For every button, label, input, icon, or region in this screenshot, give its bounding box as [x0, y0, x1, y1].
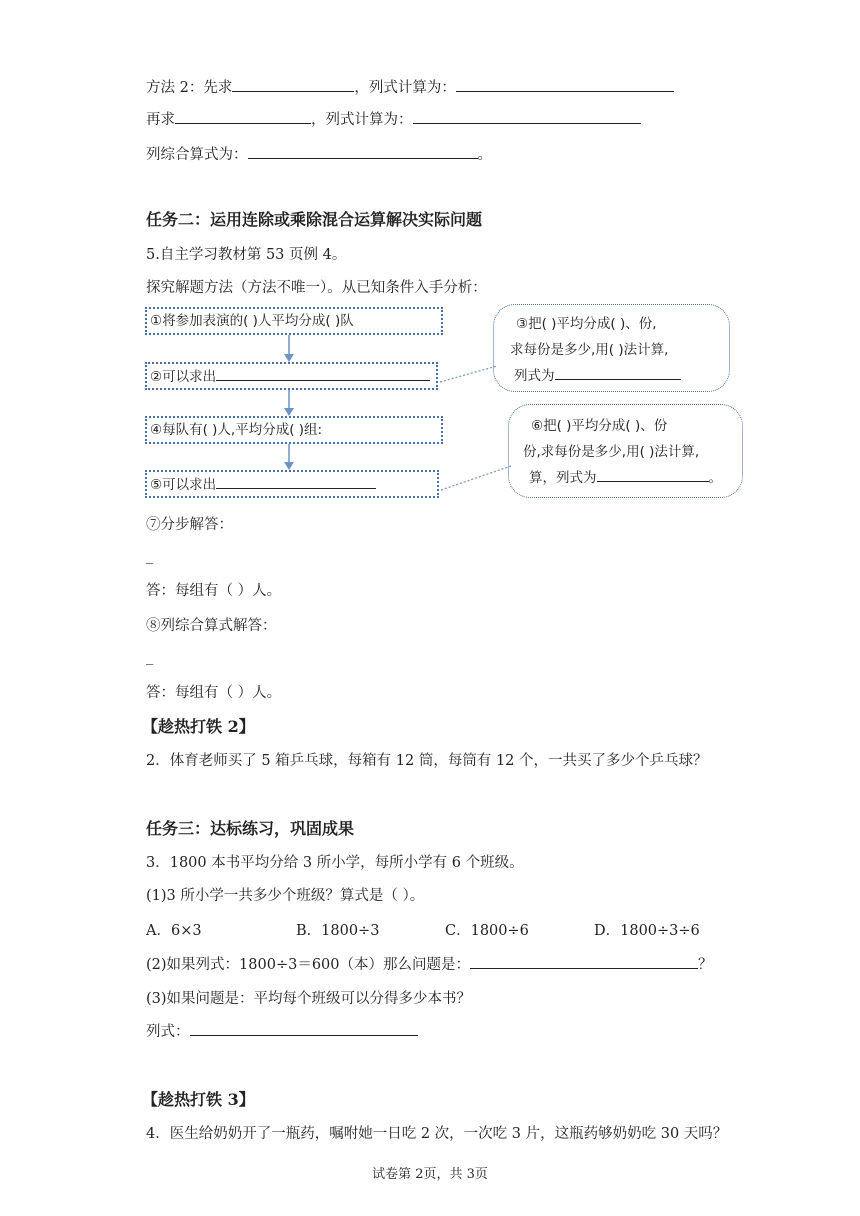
callout-2-line-3-prefix: 算，列式为	[529, 470, 597, 486]
task3-q3-3-answer	[146, 1020, 418, 1041]
page-footer: 试卷第 2页，共 3页	[372, 1167, 488, 1182]
callout-1-line-1: ③把( )平均分成( )、份,	[516, 316, 657, 332]
answer-line-2: 答：每组有（ ）人。	[146, 685, 282, 701]
step8-label: ⑧列综合算式解答：	[146, 618, 277, 634]
callout-2-line-3	[529, 465, 742, 491]
arrowhead-1	[284, 354, 294, 362]
task3-q3: 3．1800 本书平均分给 3 所小学，每所小学有 6 个班级。	[146, 855, 524, 871]
task3-q3-1: (1)3 所小学一共多少个班级？算式是（ ）。	[146, 888, 425, 904]
answer-blank[interactable]	[555, 363, 681, 380]
practice2-question: 2．体育老师买了 5 箱乒乓球，每箱有 12 筒，每筒有 12 个，一共买了多少个乒乓球？	[146, 753, 708, 769]
callout-1-line-2: 求每份是多少,用( )法计算,	[510, 342, 669, 358]
practice3-question: 4．医生给奶奶开了一瓶药，嘱咐她一日吃 2 次，一次吃 3 片，这瓶药够奶奶吃 30 天吗？	[146, 1126, 728, 1142]
flow-box-2	[145, 362, 438, 390]
flow-box-3	[145, 416, 443, 444]
callout-bubble-1	[493, 304, 730, 392]
answer-blank[interactable]	[470, 954, 698, 969]
callout-2-line-3-suffix: 。	[708, 470, 722, 486]
flow-box-1	[145, 307, 443, 335]
answer-blank[interactable]	[216, 472, 376, 489]
answer-dash-1: _	[146, 548, 154, 564]
flow-box-3-text: ④每队有( )人,平均分成( )组:	[150, 422, 323, 438]
answer-dash-2: _	[146, 649, 154, 665]
method2-line1-mid: ，列式计算为：	[354, 80, 456, 96]
answer-blank[interactable]	[190, 1021, 418, 1036]
arrowhead-2	[284, 408, 294, 416]
callout-bubble-2	[508, 404, 743, 498]
answer-blank[interactable]	[597, 465, 709, 482]
answer-line-1: 答：每组有（ ）人。	[146, 583, 282, 599]
callout-1-line-3-prefix: 列式为	[514, 368, 555, 384]
option-b[interactable]: B．1800÷3	[296, 923, 380, 939]
task3-q3-2-suffix: ？	[698, 957, 713, 973]
task3-q3-2	[146, 953, 713, 974]
option-a[interactable]: A．6×3	[146, 923, 202, 939]
answer-blank[interactable]	[216, 364, 430, 381]
option-c[interactable]: C．1800÷6	[445, 923, 529, 939]
task3-q3-2-prefix: (2)如果列式：1800÷3＝600（本）那么问题是：	[146, 957, 470, 973]
method2-line1-prefix: 方法 2：先求	[146, 80, 233, 96]
practice3-heading: 【趁热打铁 3】	[142, 1090, 255, 1109]
flow-box-1-text: ①将参加表演的( )人平均分成( )队	[150, 313, 354, 329]
callout-1-line-3	[514, 363, 729, 389]
task3-heading: 任务三：达标练习，巩固成果	[146, 819, 355, 838]
task3-q3-3: (3)如果问题是：平均每个班级可以分得多少本书？	[146, 991, 472, 1007]
task2-item5: 5.自主学习教材第 53 页例 4。	[146, 247, 347, 263]
method2-line2-mid: ，列式计算为：	[311, 112, 413, 128]
flow-box-2-prefix: ②可以求出	[150, 369, 217, 385]
task2-heading: 任务二：运用连除或乘除混合运算解决实际问题	[146, 210, 483, 229]
step7-label: ⑦分步解答：	[146, 517, 233, 533]
flow-box-4-prefix: ⑤可以求出	[150, 477, 217, 493]
task2-explore: 探究解题方法（方法不唯一）。从已知条件入手分析：	[146, 280, 487, 296]
flow-box-4	[145, 470, 439, 498]
method2-line3-suffix: 。	[477, 147, 492, 163]
task3-q3-3-label: 列式：	[146, 1024, 190, 1040]
method2-line3-prefix: 列综合算式为：	[146, 147, 248, 163]
callout-2-line-1: ⑥把( )平均分成( )、份	[531, 418, 668, 434]
practice2-heading: 【趁热打铁 2】	[142, 717, 255, 736]
callout-2-line-2: 份,求每份是多少,用( )法计算,	[523, 444, 700, 460]
arrowhead-3	[284, 462, 294, 470]
method2-line2-prefix: 再求	[146, 112, 175, 128]
option-d[interactable]: D．1800÷3÷6	[594, 923, 700, 939]
